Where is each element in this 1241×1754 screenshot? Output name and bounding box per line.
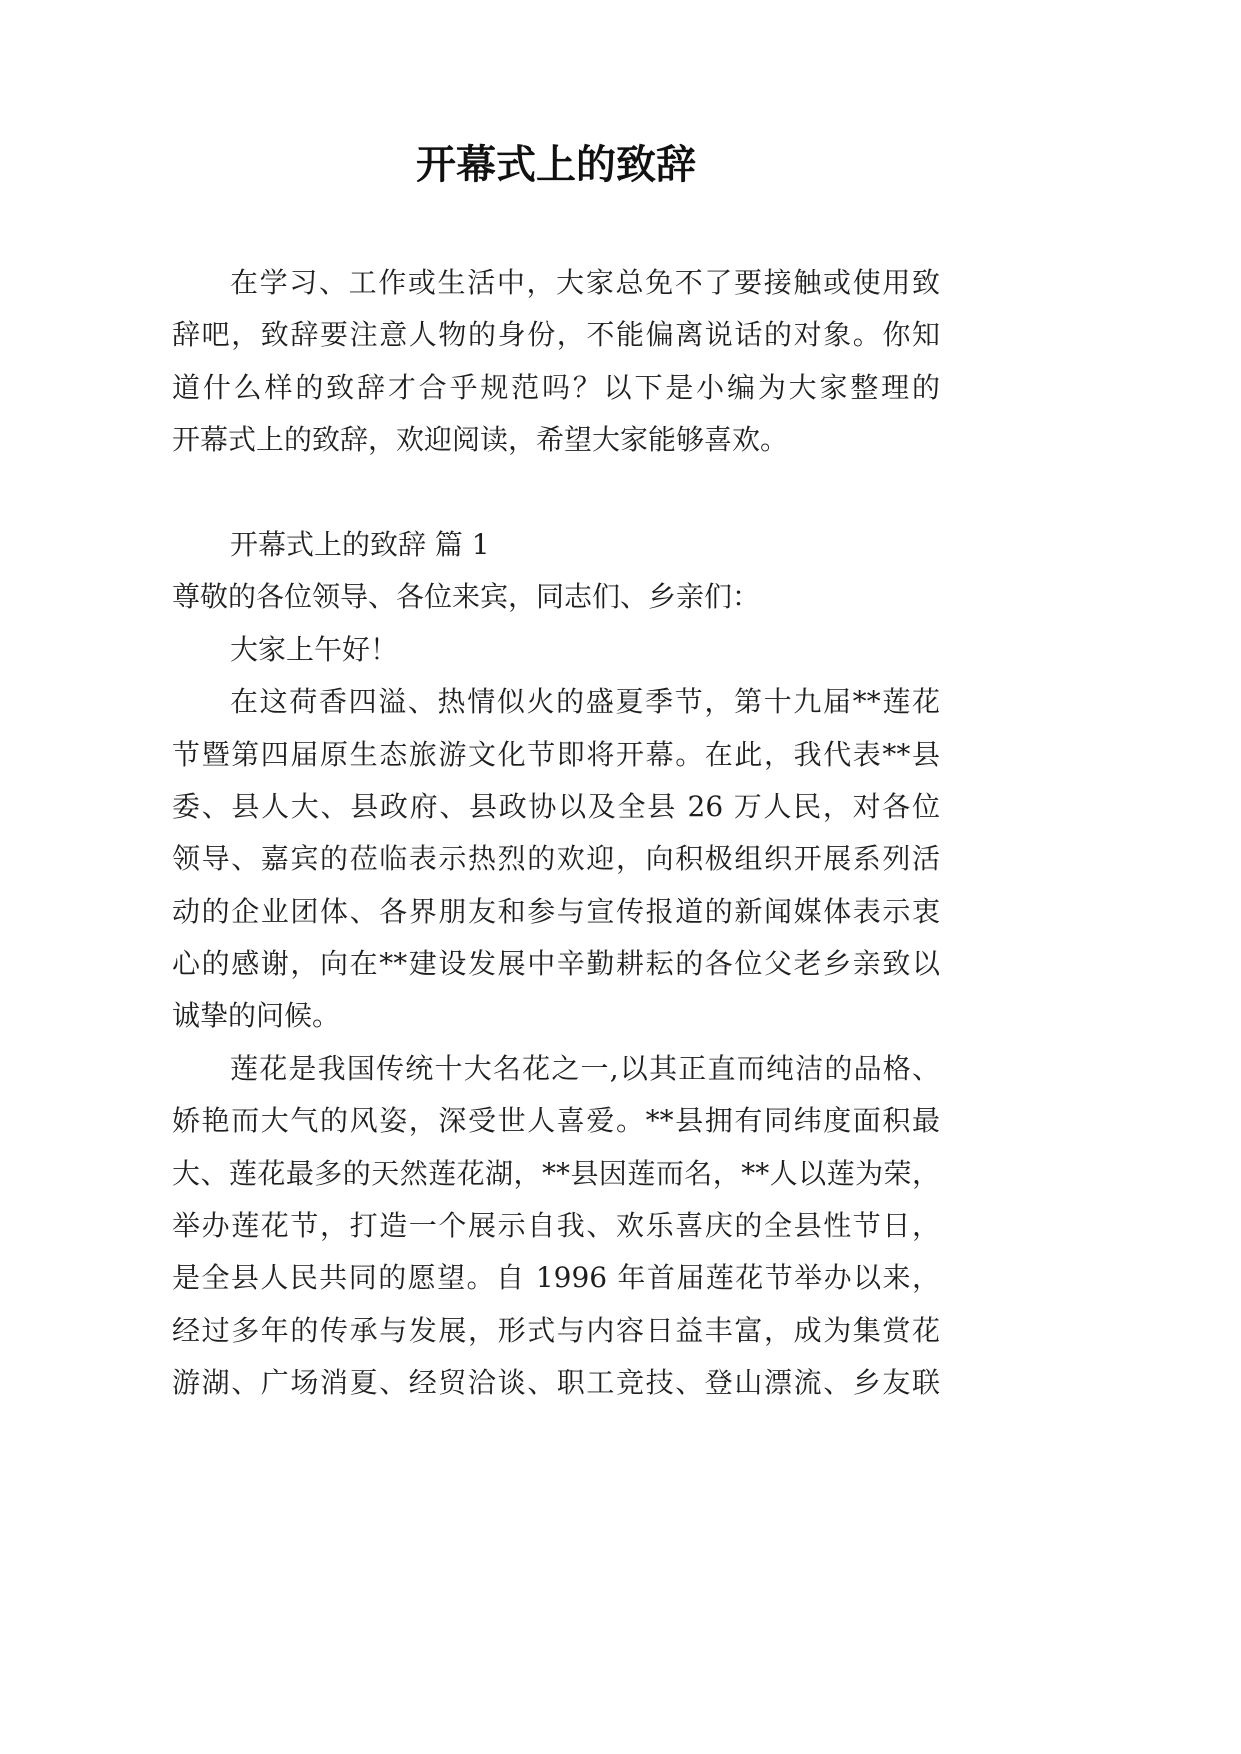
intro-line: 开幕式上的致辞，欢迎阅读，希望大家能够喜欢。 (172, 423, 789, 457)
paragraph-line: 经过多年的传承与发展，形式与内容日益丰富，成为集赏花 (172, 1313, 940, 1347)
paragraph-line: 娇艳而大气的风姿，深受世人喜爱。**县拥有同纬度面积最 (172, 1104, 940, 1138)
intro-paragraph (172, 257, 940, 467)
paragraph-line: 是全县人民共同的愿望。自 1996 年首届莲花节举办以来， (172, 1261, 940, 1295)
paragraph-line: 委、县人大、县政府、县政协以及全县 26 万人民，对各位 (172, 789, 940, 823)
paragraph-line: 诚挚的问候。 (172, 999, 341, 1033)
paragraph-line: 大、莲花最多的天然莲花湖，**县因莲而名，**人以莲为荣， (172, 1156, 940, 1190)
paragraph-line: 游湖、广场消夏、经贸洽谈、职工竞技、登山漂流、乡友联 (172, 1366, 940, 1400)
intro-line: 道什么样的致辞才合乎规范吗？以下是小编为大家整理的 (172, 370, 940, 404)
paragraph-spacer (172, 467, 940, 519)
paragraph-line: 莲花是我国传统十大名花之一,以其正直而纯洁的品格、 (230, 1051, 940, 1085)
salutation: 尊敬的各位领导、各位来宾，同志们、乡亲们： (172, 580, 761, 614)
intro-line: 辞吧，致辞要注意人物的身份，不能偏离说话的对象。你知 (172, 318, 940, 352)
document-body (172, 257, 940, 1410)
section-heading: 开幕式上的致辞 篇 1 (230, 527, 490, 561)
paragraph-line: 动的企业团体、各界朋友和参与宣传报道的新闻媒体表示衷 (172, 894, 940, 928)
paragraph-line: 举办莲花节，打造一个展示自我、欢乐喜庆的全县性节日， (172, 1209, 940, 1243)
page-title: 开幕式上的致辞 (416, 141, 696, 188)
speech-paragraph-1 (172, 676, 940, 1043)
paragraph-line: 在这荷香四溢、热情似火的盛夏季节，第十九届**莲花 (230, 685, 940, 719)
paragraph-line: 节暨第四届原生态旅游文化节即将开幕。在此，我代表**县 (172, 737, 940, 771)
paragraph-line: 心的感谢，向在**建设发展中辛勤耕耘的各位父老乡亲致以 (172, 947, 940, 981)
speech-paragraph-2 (172, 1043, 940, 1410)
greeting: 大家上午好！ (230, 632, 399, 666)
paragraph-line: 领导、嘉宾的莅临表示热烈的欢迎，向积极组织开展系列活 (172, 842, 940, 876)
intro-line: 在学习、工作或生活中，大家总免不了要接触或使用致 (230, 266, 940, 299)
